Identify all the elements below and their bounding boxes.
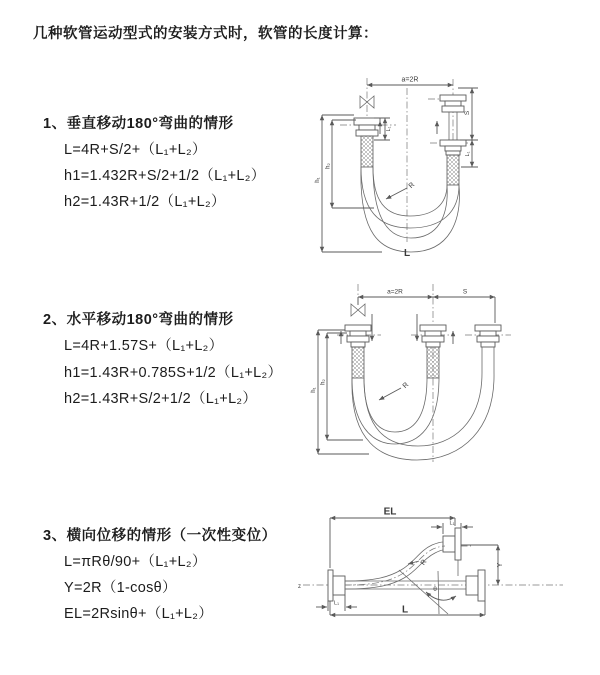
label-y: Y — [497, 562, 504, 568]
label-r: R — [401, 381, 411, 390]
flange-left — [328, 570, 345, 601]
label-s: S — [464, 110, 471, 116]
formula-line: L=4R+1.57S+（L₁+L₂） — [64, 338, 224, 354]
radius-callout — [379, 381, 410, 400]
dimension-el — [330, 507, 455, 569]
valve-icon — [351, 304, 365, 316]
label-l1: L₁ — [449, 520, 455, 527]
section-1-heading: 1、垂直移动180°弯曲的情形 — [43, 116, 234, 132]
label-r: R — [407, 181, 417, 190]
dimension-a2r — [358, 289, 495, 324]
label-a2r: a=2R — [387, 288, 403, 296]
label-a2r: a=2R — [401, 76, 419, 84]
braid-section — [427, 347, 439, 378]
hose-u-curves — [352, 373, 494, 460]
hose-end-fitting-right — [475, 325, 501, 373]
section-2-heading: 2、水平移动180°弯曲的情形 — [43, 312, 234, 328]
label-h1: h₁ — [315, 177, 321, 183]
hose-s-curve — [345, 542, 445, 589]
page-title: 几种软管运动型式的安装方式时，软管的长度计算： — [33, 26, 378, 42]
diagram-horizontal-movement-180-bend — [305, 278, 597, 468]
formula-line: L=πRθ/90+（L₁+L₂） — [64, 554, 207, 570]
braid-section — [447, 155, 459, 185]
dimension-l — [330, 601, 485, 616]
label-h2: h₂ — [325, 163, 332, 169]
label-l: L — [403, 248, 411, 259]
flange-displaced — [443, 528, 461, 576]
label-r: R — [419, 558, 429, 567]
label-s: S — [462, 288, 468, 296]
dimension-l1-bottom — [316, 595, 357, 611]
section-3-heading: 3、横向位移的情形（一次性变位） — [43, 528, 277, 544]
formula-line: h1=1.43R+0.785S+1/2（L₁+L₂） — [64, 365, 283, 381]
diagram-lateral-displacement — [295, 498, 595, 648]
label-z-mark: z — [298, 584, 301, 590]
hose-u-curves — [361, 167, 460, 252]
label-theta: θ — [433, 586, 437, 593]
hose-end-fitting-left — [345, 325, 371, 378]
braid-section — [352, 347, 364, 378]
hose-end-fitting-left — [354, 118, 380, 167]
label-l1: L₁ — [386, 126, 392, 132]
label-h2: h₂ — [320, 379, 327, 385]
braid-section — [361, 136, 373, 167]
formula-line: Y=2R（1-cosθ） — [64, 580, 177, 596]
diagram-vertical-movement-180-bend — [310, 68, 595, 268]
hose-end-fitting-middle — [420, 325, 446, 378]
radius-callout — [386, 181, 416, 199]
dimension-a2r — [367, 77, 453, 86]
formula-line: EL=2Rsinθ+（L₁+L₂） — [64, 606, 214, 622]
label-h1: h₁ — [311, 387, 317, 393]
label-l: L — [401, 604, 409, 616]
label-el: EL — [383, 506, 397, 518]
dimension-l1-top — [431, 521, 473, 535]
label-l1: L₁ — [465, 151, 471, 157]
dimension-s — [433, 289, 495, 298]
label-l1: L₁ — [334, 600, 339, 607]
formula-line: h1=1.432R+S/2+1/2（L₁+L₂） — [64, 168, 266, 184]
flange-right — [466, 570, 485, 601]
formula-line: h2=1.43R+S/2+1/2（L₁+L₂） — [64, 391, 258, 407]
formula-line: h2=1.43R+1/2（L₁+L₂） — [64, 194, 226, 210]
formula-line: L=4R+S/2+（L₁+L₂） — [64, 142, 207, 158]
